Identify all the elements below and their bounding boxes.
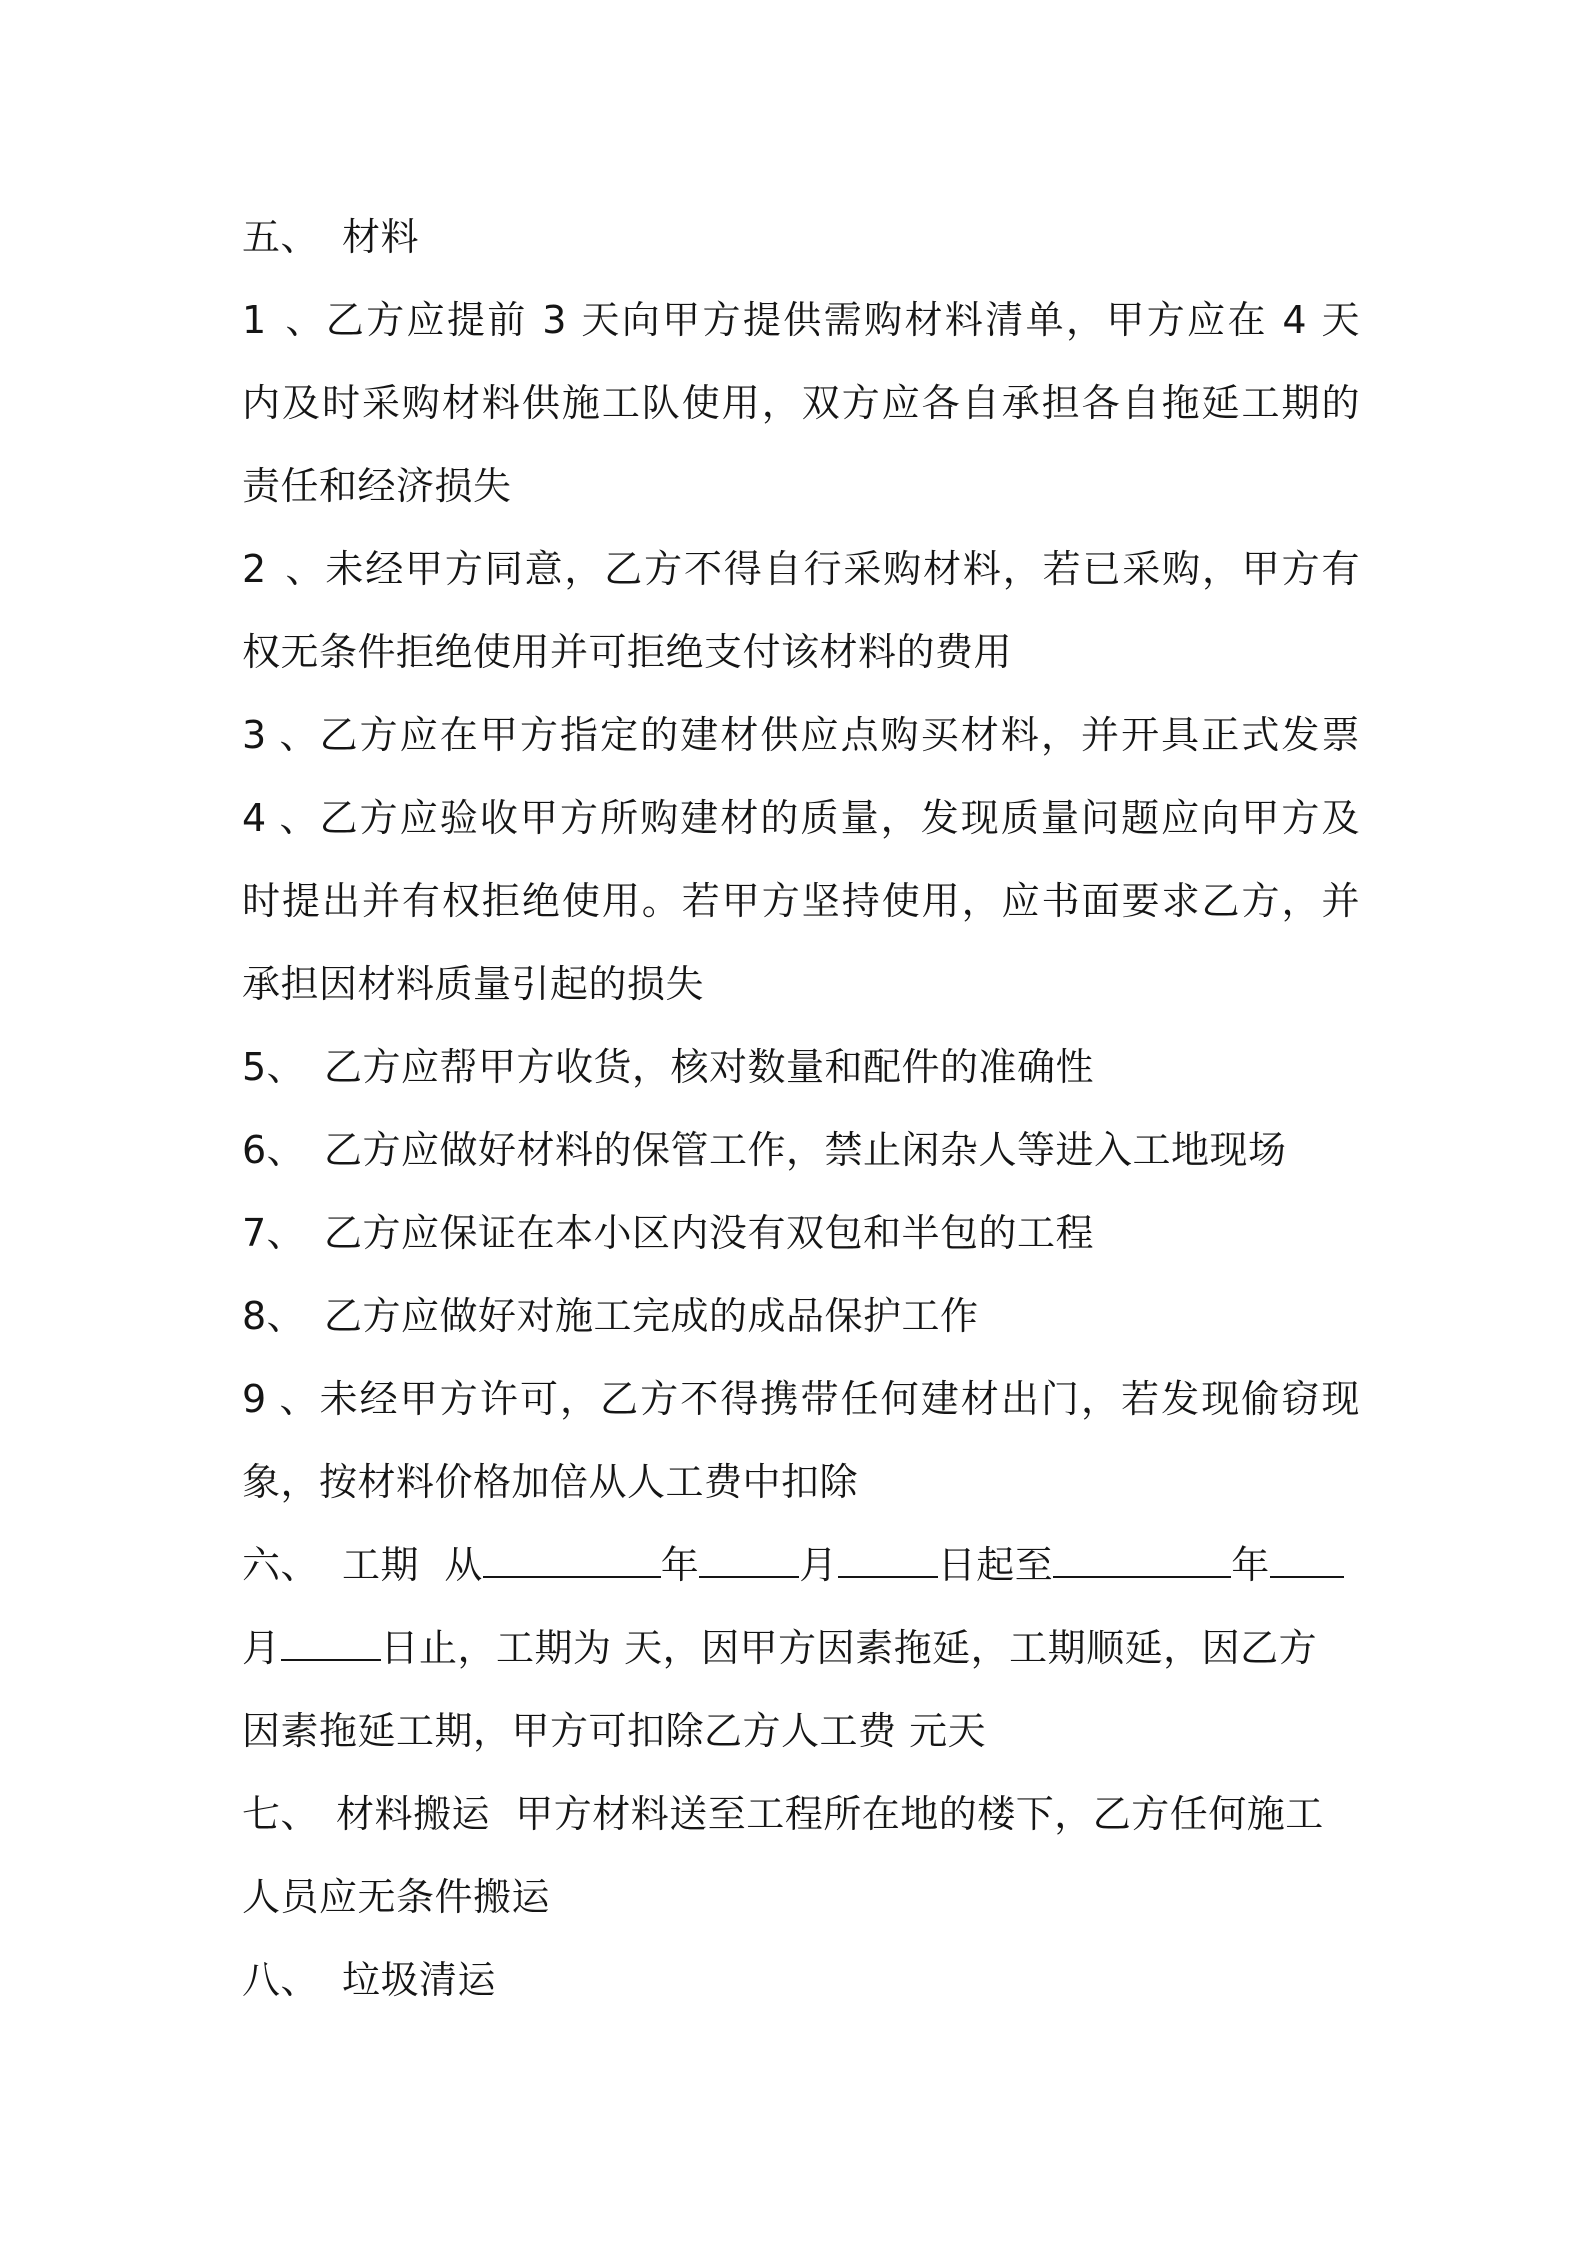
section-7-line-2: 人员应无条件搬运 [242,1875,551,1919]
clause-number: 2、 [242,547,324,591]
start-year-blank[interactable] [483,1546,661,1578]
clause-item-9-line-1 [242,1358,1360,1441]
section-heading-8 [242,1939,1360,2022]
end-year-blank[interactable] [1053,1546,1231,1578]
clause-text: 乙方应保证在本小区内没有双包和半包的工程 [324,1211,1095,1255]
day-until-label: 日起至 [937,1543,1054,1587]
section-number: 六、 [242,1543,320,1587]
clause-text: 未经甲方同意，乙方不得自行采购材料，若已采购，甲方有 [324,547,1360,591]
section-number: 八、 [242,1958,320,2002]
month-label: 月 [242,1626,281,1670]
section-title: 材料 [342,215,420,259]
clause-item-1-line-1 [242,279,1360,362]
clause-text: 乙方应提前 3 天向甲方提供需购材料清单，甲方应在 4 天 [324,298,1360,342]
clause-number: 6、 [242,1128,306,1172]
clause-item-9-line-2: 象，按材料价格加倍从人工费中扣除 [242,1460,859,1504]
section-heading-6 [242,1524,1360,1607]
clause-number: 3、 [242,713,318,757]
clause-number: 7、 [242,1211,306,1255]
section-heading-5 [242,196,1360,279]
section-text: 甲方材料送至工程所在地的楼下，乙方任何施工 [515,1792,1324,1836]
clause-item-2-line-1 [242,528,1360,611]
period-text: 日止，工期为 天，因甲方因素拖延，工期顺延，因乙方 [380,1626,1318,1670]
section-title: 工期 [342,1543,420,1587]
clause-text: 乙方应做好对施工完成的成品保护工作 [324,1294,979,1338]
year-label: 年 [1231,1543,1270,1587]
clause-text: 乙方应做好材料的保管工作，禁止闲杂人等进入工地现场 [324,1128,1287,1172]
section-6-line-3: 因素拖延工期，甲方可扣除乙方人工费 元天 [242,1709,987,1753]
section-title: 垃圾清运 [342,1958,497,2002]
section-title: 材料搬运 [336,1792,491,1836]
clause-item-7 [242,1192,1360,1275]
clause-item-4-line-2: 时提出并有权拒绝使用。若甲方坚持使用，应书面要求乙方，并 [242,879,1360,923]
clause-number: 4、 [242,796,318,840]
clause-item-8 [242,1275,1360,1358]
month-label: 月 [799,1543,838,1587]
clause-item-1-line-2: 内及时采购材料供施工队使用，双方应各自承担各自拖延工期的 [242,381,1360,425]
year-label: 年 [660,1543,700,1587]
clause-item-3-line-1 [242,694,1360,777]
clause-item-4-line-3: 承担因材料质量引起的损失 [242,962,705,1006]
section-number: 七、 [242,1792,320,1836]
start-month-blank[interactable] [699,1546,799,1578]
clause-item-6 [242,1109,1360,1192]
start-day-blank[interactable] [838,1546,938,1578]
clause-text: 乙方应在甲方指定的建材供应点购买材料，并开具正式发票 [318,713,1360,757]
section-heading-7 [242,1773,1360,1856]
clause-text: 乙方应帮甲方收货，核对数量和配件的准确性 [324,1045,1095,1089]
end-day-blank[interactable] [281,1629,381,1661]
end-month-blank[interactable] [1270,1546,1344,1578]
clause-number: 1、 [242,298,324,342]
clause-number: 5、 [242,1045,306,1089]
clause-number: 8、 [242,1294,306,1338]
clause-text: 未经甲方许可，乙方不得携带任何建材出门，若发现偷窃现 [318,1377,1360,1421]
document-body [242,196,1360,2022]
clause-item-1-line-3: 责任和经济损失 [242,464,512,508]
clause-item-2-line-2: 权无条件拒绝使用并可拒绝支付该材料的费用 [242,630,1013,674]
section-6-line-2 [242,1607,1360,1690]
clause-number: 9、 [242,1377,318,1421]
clause-item-4-line-1 [242,777,1360,860]
period-from-label: 从 [444,1543,483,1587]
section-number: 五、 [242,215,320,259]
clause-item-5 [242,1026,1360,1109]
clause-text: 乙方应验收甲方所购建材的质量，发现质量问题应向甲方及 [318,796,1360,840]
